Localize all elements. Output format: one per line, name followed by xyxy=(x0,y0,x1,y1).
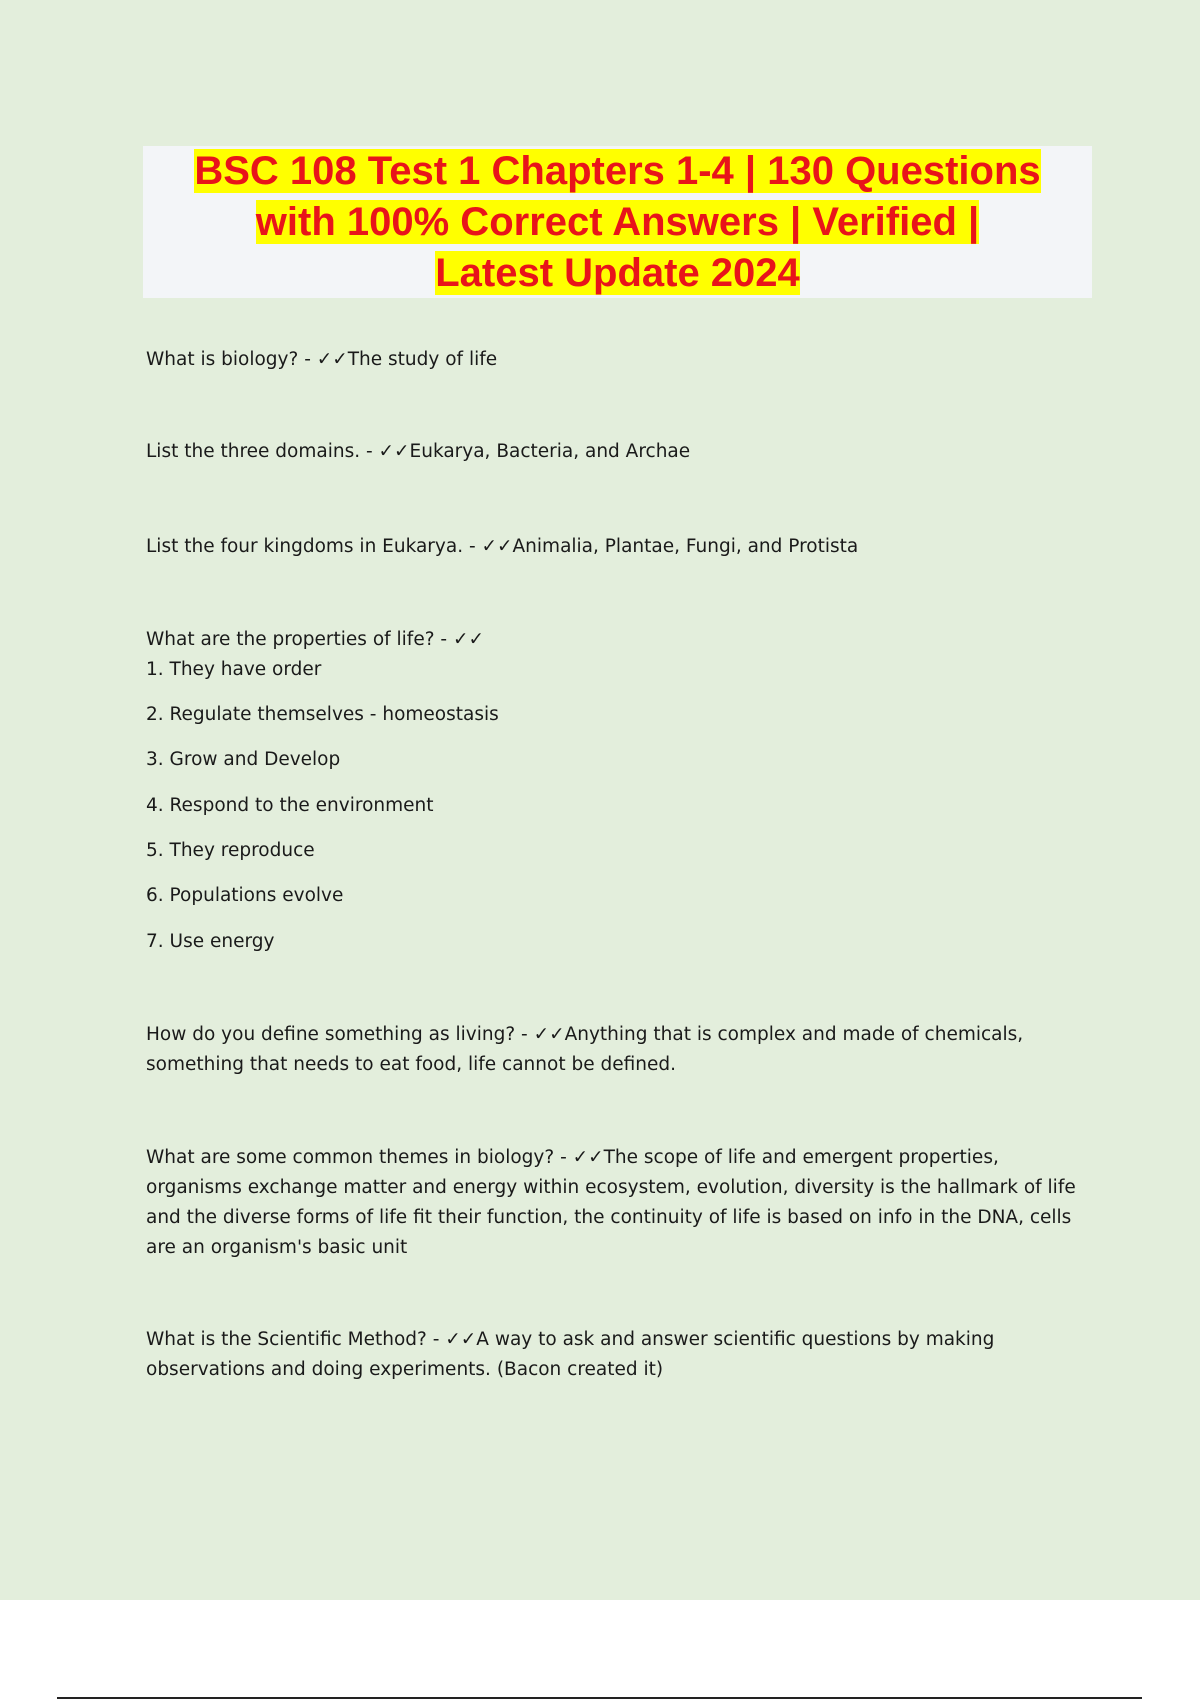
property-item: 6. Populations evolve xyxy=(146,885,344,906)
title-box xyxy=(143,146,1092,298)
qa-item-domains: List the three domains. - ✓✓Eukarya, Bacteria, and Archae xyxy=(146,441,691,462)
property-item: 1. They have order xyxy=(146,659,322,680)
property-item: 2. Regulate themselves - homeostasis xyxy=(146,704,499,725)
property-item: 3. Grow and Develop xyxy=(146,749,341,770)
title-line-2: with 100% Correct Answers | Verified | xyxy=(255,200,980,244)
qa-item-themes: What are some common themes in biology? - ✓✓The scope of life and emergent properties, organisms exchange matter and energy within ecosystem, evolution, diversity is the hallmark of life and the diverse forms of life fit their function, the continuity of life is based on info in the DNA, cells are an organism's basic unit xyxy=(146,1147,1076,1258)
document-title xyxy=(143,146,1092,299)
property-item: 7. Use energy xyxy=(146,931,275,952)
title-line-1: BSC 108 Test 1 Chapters 1-4 | 130 Questions xyxy=(194,149,1041,193)
qa-item-biology: What is biology? - ✓✓The study of life xyxy=(146,349,498,370)
footer-divider xyxy=(57,1697,1142,1699)
qa-item-properties: What are the properties of life? - ✓✓ xyxy=(146,629,484,650)
property-item: 5. They reproduce xyxy=(146,840,315,861)
title-line-3: Latest Update 2024 xyxy=(435,251,800,295)
property-item: 4. Respond to the environment xyxy=(146,795,434,816)
qa-item-kingdoms: List the four kingdoms in Eukarya. - ✓✓Animalia, Plantae, Fungi, and Protista xyxy=(146,536,859,557)
qa-item-living: How do you define something as living? - ✓✓Anything that is complex and made of chemicals, something that needs to eat food, life cannot be defined. xyxy=(146,1024,1024,1075)
qa-item-scientific-method: What is the Scientific Method? - ✓✓A way to ask and answer scientific questions by making observations and doing experiments. (Bacon created it) xyxy=(146,1329,995,1380)
